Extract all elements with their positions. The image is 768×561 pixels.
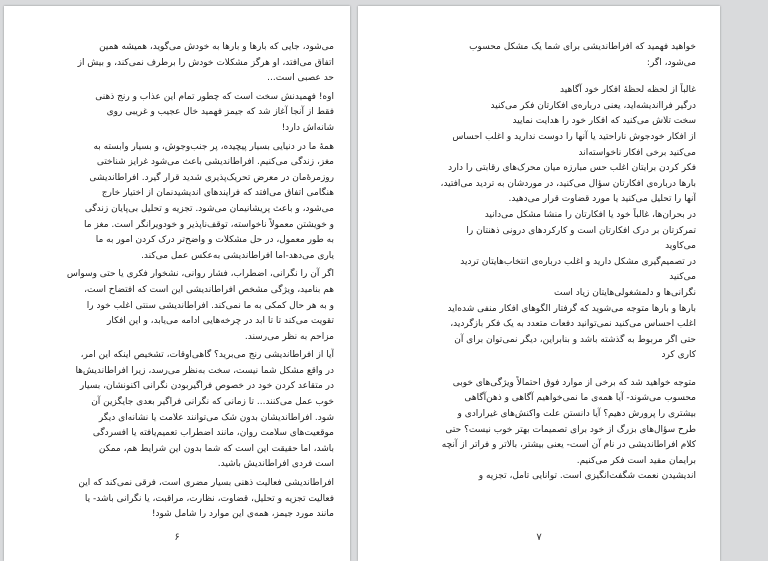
text-line: موقعیت‌های سلامت روان، مانند اضطراب تعمیم‌یافته یا افسردگی — [92, 428, 334, 439]
list-item: درگیر فرااندیشه‌اید، یعنی درباره‌ی افکارتان فکر می‌کنید — [490, 100, 696, 111]
list-item: از افکار خودجوش ناراحتید یا آنها را دوست ندارید و اغلب احساس — [452, 131, 696, 142]
paragraph-gap — [396, 71, 696, 83]
list-item: نگرانی‌ها و دلمشغولی‌هایتان زیاد است — [554, 287, 696, 298]
list-item: تمرکزتان بر درک افکارتان است و کارکردهای درونی ذهنتان را — [466, 225, 696, 236]
text-line: اتفاق می‌افتد، او هرگز مشکلات خودش را برطرف نمی‌کند، و بیش از — [77, 57, 334, 68]
text-line: آیا از افراطاندیشی رنج می‌برید؟ گاهی‌اوقات، تشخیص اینکه این امر، — [80, 350, 334, 361]
text-line: فقط از آنجا آغاز شد که جیمز فهمید خال عجیب و غریبی روی — [106, 107, 334, 118]
text-line: به طور معمول، در حل مشکلات و واضح‌تر درک کردن امور به ما — [95, 235, 334, 246]
right-page — [358, 6, 720, 561]
text-line: همهٔ ما در دنیایی بسیار پیچیده، پر جنب‌وجوش، و بسیار وابسته به — [93, 141, 334, 152]
list-item: کاری کرد — [661, 350, 696, 361]
list-item: می‌کنید برخی افکار ناخواسته‌اند — [578, 147, 696, 158]
text-line: اوه! فهمیدنش سخت است که چطور تمام این عذاب و رنج ذهنی — [95, 91, 334, 102]
list-item: می‌کاوید — [665, 241, 696, 252]
text-line: طرح سؤال‌های بزرگ از خود برای تصمیمات بهتر خوب نیست؟ حتی — [445, 424, 696, 435]
text-line: اگر آن را نگرانی، اضطراب، فشار روانی، نشخوار فکری یا حتی وسواس — [66, 269, 334, 280]
list-item: آنها را تحلیل می‌کنید یا مورد قضاوت قرار می‌دهید. — [508, 194, 696, 205]
text-line: بیشتری را پرورش دهیم؟ آیا دانستن علت واکنش‌های غیرارادی و — [457, 409, 696, 420]
text-line: باشد، اما حقیقت این است که شما بدون این شرایط هم، ممکن — [98, 443, 334, 454]
text-line: می‌شود، اگر: — [646, 57, 696, 68]
text-line: در واقع مشکل شما نیست، سخت به‌نظر می‌رسد، زیرا افراطاندیش‌ها — [75, 365, 334, 376]
text-line: مغز، زندگی می‌کنیم. افراطاندیشی باعث می‌شود غرایز شناختی — [96, 157, 334, 168]
text-line: شود. افراطاندیشان بدون شک می‌توانند علامت یا نشانه‌ای دیگر — [98, 412, 334, 423]
text-line: مزاحم به نظر می‌رسند. — [244, 331, 334, 342]
text-line: روزمرهٔ‌مان در معرض تحریک‌پذیری شدید قرار گیرد. افراطاندیشی — [89, 172, 334, 183]
text-line: متوجه خواهید شد که برخی از موارد فوق احتمالاً ویژگی‌های خوبی — [452, 377, 696, 388]
text-line: هم بنامید، ویژگی مشخص افراطاندیشی این است که افتضاح است، — [84, 284, 334, 295]
list-item: می‌کنید — [669, 272, 696, 283]
list-item: فکر کردن برایتان اغلب حس مبارزه میان محرک‌های رقابتی را دارد — [448, 163, 696, 174]
text-line: و به هر حال کمکی به ما نمی‌کند. افراطاندیشی سنتی اغلب خود را — [86, 300, 334, 311]
text-line: کلام افراطاندیشی در نام آن است- یعنی بیشتر، بالاتر و فراتر از آنچه — [441, 440, 696, 451]
list-item: سخت تلاش می‌کنید که افکار خود را هدایت نمایید — [512, 116, 696, 127]
text-line: شانه‌اش دارد! — [281, 122, 334, 133]
text-line: اندیشیدن نعمت شگفت‌انگیزی است. توانایی تامل، تجزیه و — [478, 471, 696, 482]
text-line: محسوب می‌شوند- آیا همه‌ی ما نمی‌خواهیم آگاهی و ذهن‌آگاهی — [464, 393, 696, 404]
text-line: خواهید فهمید که افراطاندیشی برای شما یک مشکل محسوب — [469, 42, 696, 52]
list-item: بارها درباره‌ی افکارتان سؤال می‌کنید، در موردشان به تردید می‌افتید، — [440, 178, 696, 189]
left-page-text — [42, 40, 334, 523]
page-number: ۶ — [174, 532, 180, 543]
list-item: در بحران‌ها، غالباً خود یا افکارتان را منشا مشکل می‌دانید — [484, 209, 696, 220]
text-line: می‌شود، و باعث پریشانیمان می‌شود. تجزیه و تحلیل بی‌پایان زندگی — [84, 203, 334, 214]
list-item: بارها و بارها متوجه می‌شوید که گرفتار الگوهای افکار منفی شده‌اید — [447, 303, 696, 314]
list-item: حتی اگر مربوط به گذشته باشد و بنابراین، دیگر نمی‌توان برای آن — [454, 334, 696, 345]
list-item: اغلب احساس می‌کنید نمی‌توانید دفعات متعدد به یک فکر بازگردید، — [450, 319, 696, 330]
text-line: در متقاعد کردن خود در خصوص فراگیربودن نگرانی اکنونشان، بسیار — [79, 381, 334, 392]
text-line: افراطاندیشی فعالیت ذهنی بسیار مضری است، فرقی نمی‌کند که این — [78, 478, 334, 489]
left-page — [4, 6, 350, 561]
list-item: غالباً از لحظه لحظهٔ افکار خود آگاهید — [560, 85, 696, 96]
text-line: حد عصبی است... — [267, 73, 334, 84]
text-line: خوب عمل می‌کنند... تا زمانی که نگرانی فراگیر بعدی جایگزین آن — [91, 397, 334, 408]
text-line: مانند مورد جیمز، همه‌ی این موارد را شامل شود! — [151, 509, 334, 520]
text-line: برایمان مفید است فکر می‌کنیم. — [576, 455, 696, 466]
text-line: و خویشتن معمولاً ناخواسته، توقف‌ناپذیر و خودویرانگر است. مغز ما — [84, 219, 334, 230]
right-page-text — [396, 40, 696, 485]
text-line: فعالیت تجزیه و تحلیل، قضاوت، نظارت، مراقبت، یا نگرانی باشد- یا — [84, 493, 334, 504]
text-line: است فردی افراطاندیش باشید. — [217, 459, 334, 470]
paragraph-gap — [396, 364, 696, 376]
text-line: هنگامی اتفاق می‌افتد که فرایندهای اندیشیدنمان از اختیار خارج — [101, 188, 334, 199]
page-number: ۷ — [536, 532, 542, 543]
list-item: در تصمیم‌گیری مشکل دارید و اغلب درباره‌ی انتخاب‌هایتان تردید — [460, 256, 696, 267]
text-line: یاری می‌دهد-اما افراطاندیشی به‌عکس عمل می‌کند. — [141, 250, 334, 261]
text-line: تقویت می‌کند تا تا ابد در چرخه‌هایی ادامه می‌یابد، و این افکار — [107, 316, 334, 327]
text-line: می‌شود، جایی که بارها و بارها به خودش می‌گوید، همیشه همین — [99, 42, 334, 52]
